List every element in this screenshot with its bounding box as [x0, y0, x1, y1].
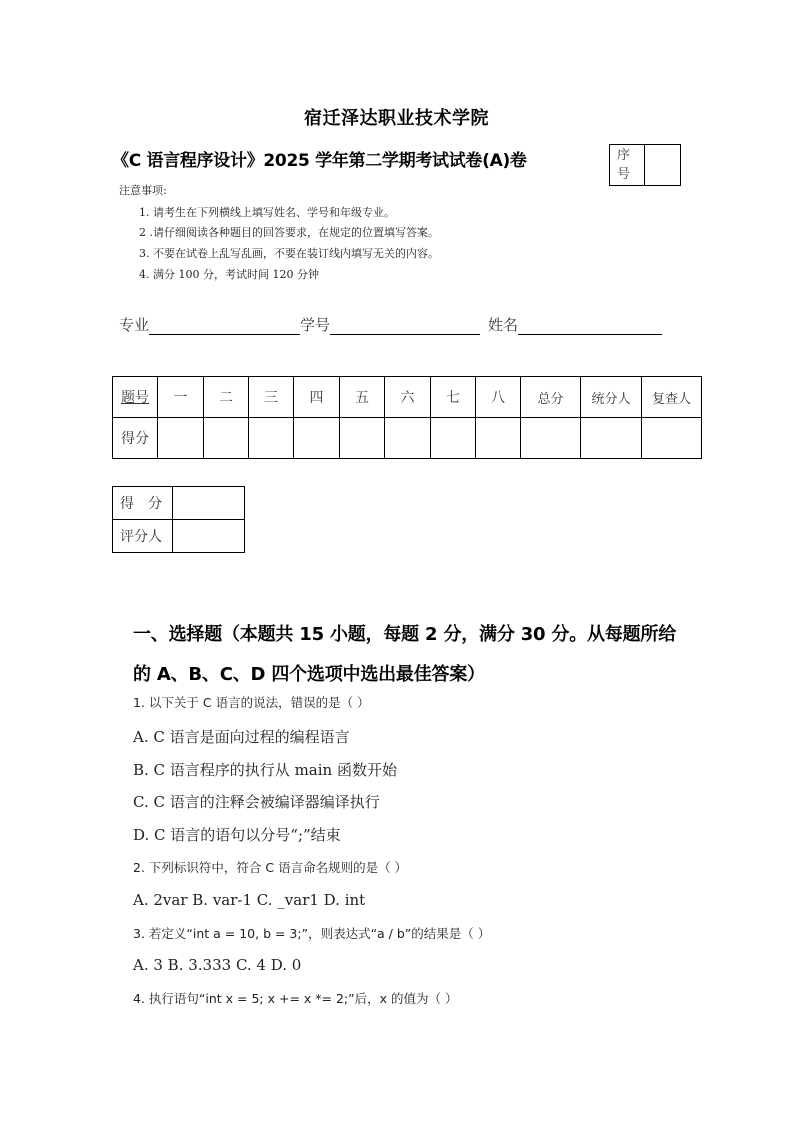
name-field[interactable] [518, 316, 662, 335]
score-cell[interactable] [476, 418, 521, 459]
row-label-score: 得分 [113, 418, 158, 459]
header-cell: 四 [294, 377, 340, 418]
name-label: 姓名 [488, 316, 519, 334]
serial-label-line1: 序 [617, 148, 631, 163]
grade-box-score-row [113, 487, 245, 520]
grader-field[interactable] [173, 520, 245, 553]
score-cell[interactable] [642, 418, 702, 459]
header-cell: 八 [476, 377, 521, 418]
header-cell: 七 [431, 377, 476, 418]
exam-title: 《C 语言程序设计》2025 学年第二学期考试试卷(A)卷 [112, 151, 527, 171]
section-title-line2: 的 A、B、C、D 四个选项中选出最佳答案） [133, 664, 485, 685]
student-id-field[interactable] [330, 316, 480, 335]
header-cell: 五 [340, 377, 385, 418]
score-cell[interactable] [294, 418, 340, 459]
serial-number-field[interactable] [645, 145, 680, 185]
score-cell[interactable] [158, 418, 204, 459]
student-id-label: 学号 [300, 316, 331, 334]
question-stem-2: 2. 下列标识符中，符合 C 语言命名规则的是（ ） [133, 860, 408, 875]
score-table-score-row [113, 418, 702, 459]
header-cell-question-no: 题号 [113, 377, 158, 418]
serial-label-line2: 号 [617, 167, 631, 182]
score-table [112, 376, 702, 459]
notice-item: 4. 满分 100 分，考试时间 120 分钟 [139, 268, 319, 281]
major-label: 专业 [119, 316, 150, 334]
header-cell: 一 [158, 377, 204, 418]
section-title-line1: 一、选择题（本题共 15 小题，每题 2 分，满分 30 分。从每题所给 [133, 624, 677, 645]
question-1-option-d: D. C 语言的语句以分号“;”结束 [133, 826, 341, 844]
notice-title: 注意事项: [119, 184, 167, 197]
score-cell[interactable] [385, 418, 431, 459]
grade-box-grader-row [113, 520, 245, 553]
serial-number-box [609, 144, 681, 186]
score-cell[interactable] [431, 418, 476, 459]
header-cell-reviewer: 复查人 [642, 377, 702, 418]
school-title: 宿迁泽达职业技术学院 [304, 108, 489, 129]
serial-number-label [610, 145, 645, 185]
major-field[interactable] [149, 316, 300, 335]
score-cell[interactable] [249, 418, 294, 459]
score-table-header-row [113, 377, 702, 418]
question-1-option-c: C. C 语言的注释会被编译器编译执行 [133, 793, 380, 811]
student-info-row [119, 314, 662, 335]
score-cell[interactable] [521, 418, 581, 459]
header-cell: 六 [385, 377, 431, 418]
notice-item: 2 .请仔细阅读各种题目的回答要求，在规定的位置填写答案。 [139, 226, 439, 239]
header-cell: 三 [249, 377, 294, 418]
question-stem-3: 3. 若定义“int a = 10, b = 3;”，则表达式“a / b”的结果是（ ） [133, 926, 491, 941]
score-label: 得 分 [113, 487, 173, 520]
question-stem-1: 1. 以下关于 C 语言的说法，错误的是（ ） [133, 695, 370, 710]
grader-label: 评分人 [113, 520, 173, 553]
question-1-option-a: A. C 语言是面向过程的编程语言 [133, 728, 350, 746]
question-stem-4: 4. 执行语句“int x = 5; x += x *= 2;”后，x 的值为（ ） [133, 991, 458, 1006]
score-cell[interactable] [340, 418, 385, 459]
score-field[interactable] [173, 487, 245, 520]
grade-box [112, 486, 245, 553]
question-2-options: A. 2var B. var-1 C. _var1 D. int [133, 891, 366, 909]
score-cell[interactable] [581, 418, 642, 459]
notice-item: 1. 请考生在下列横线上填写姓名、学号和年级专业。 [139, 206, 395, 219]
notice-item: 3. 不要在试卷上乱写乱画，不要在装订线内填写无关的内容。 [139, 247, 439, 260]
header-cell: 二 [204, 377, 249, 418]
score-cell[interactable] [204, 418, 249, 459]
header-cell-total: 总分 [521, 377, 581, 418]
question-3-options: A. 3 B. 3.333 C. 4 D. 0 [133, 956, 302, 974]
question-1-option-b: B. C 语言程序的执行从 main 函数开始 [133, 761, 397, 779]
header-cell-tallier: 统分人 [581, 377, 642, 418]
